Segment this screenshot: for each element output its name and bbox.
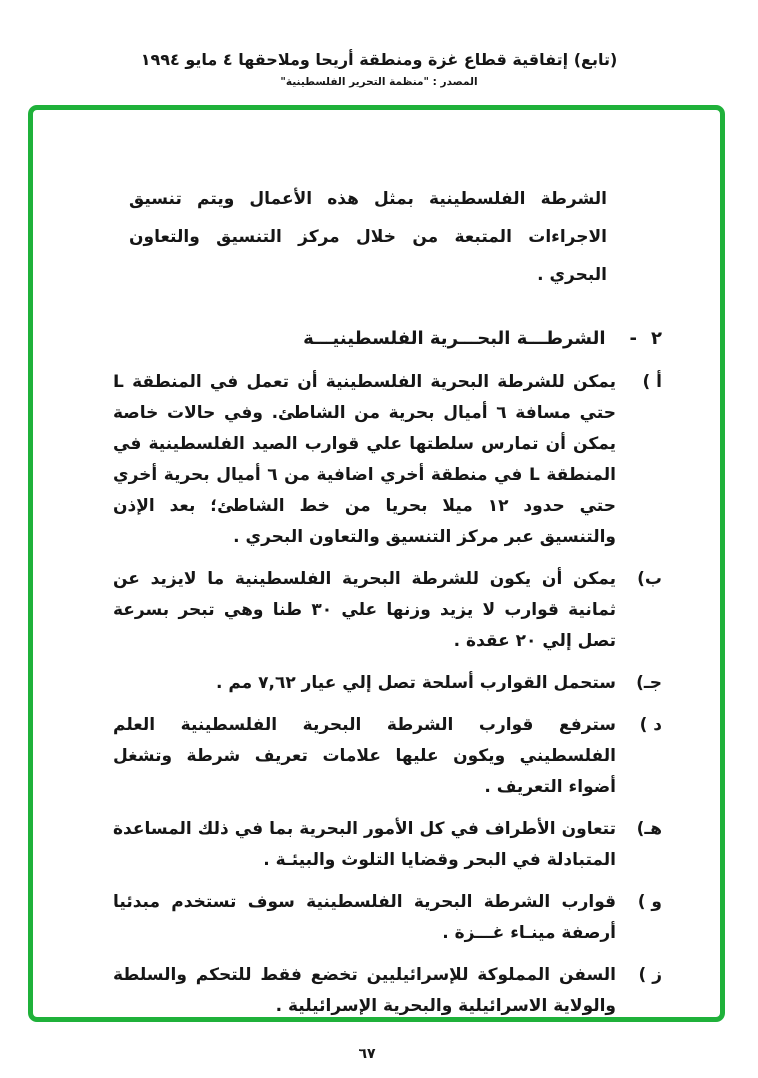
list-item	[103, 814, 662, 876]
list-item	[103, 887, 662, 949]
item-text: يمكن للشرطة البحرية الفلسطينية أن تعمل في المنطقة L حتي مسافة ٦ أميال بحرية من الشاطئ. وفي حالات خاصة يمكن أن تمارس سلطتها علي قوارب الصيد الفلسطينية في المنطقة L في منطقة أخري اضافية من ٦ أميال بحرية أخري حتي حدود ١٢ ميلا بحريا من خط الشاطئ؛ بعد الإذن والتنسيق عبر مركز التنسيق والتعاون البحري .	[113, 372, 616, 547]
document-title: (تابع) إتفاقية قطاع غزة ومنطقة أريحا وملاحقها ٤ مايو ١٩٩٤	[140, 50, 618, 69]
item-marker: هـ)	[636, 819, 662, 839]
item-text: تتعاون الأطراف في كل الأمور البحرية بما في ذلك المساعدة المتبادلة في البحر وقضايا التلوث والبيئـة .	[113, 819, 616, 870]
item-marker: د )	[639, 715, 662, 735]
item-text: سترفع قوارب الشرطة البحرية الفلسطينية العلم الفلسطيني ويكون عليها علامات تعريف شرطة وتشغل أضواء التعريف .	[113, 715, 616, 797]
content-border-box	[28, 105, 725, 1022]
page-header	[0, 50, 758, 88]
section-heading	[103, 328, 662, 349]
item-marker: ب)	[637, 569, 662, 589]
item-marker: ز )	[638, 965, 662, 985]
list-item	[103, 668, 662, 699]
list-item	[103, 960, 662, 1022]
item-text: قوارب الشرطة البحرية الفلسطينية سوف تستخدم مبدئيا أرصفة مينـاء غـــزة .	[113, 892, 616, 943]
section-dash: -	[629, 328, 637, 349]
section-number: ٢	[651, 328, 662, 349]
page-number: ٦٧	[358, 1046, 376, 1062]
document-body	[33, 110, 720, 1022]
item-marker: جـ)	[636, 673, 662, 693]
document-source: المصدر : "منظمة التحرير الفلسطينية"	[280, 76, 478, 88]
item-marker: و )	[637, 892, 662, 912]
list-item	[103, 367, 662, 553]
intro-paragraph: الشرطة الفلسطينية بمثل هذه الأعمال ويتم تنسيق الاجراءات المتبعة من خلال مركز التنسيق والتعاون البحري .	[129, 189, 607, 285]
clause-list	[103, 367, 662, 1022]
list-item	[103, 564, 662, 657]
item-text: ستحمل القوارب أسلحة تصل إلي عيار ٧,٦٢ مم .	[215, 673, 616, 693]
list-item	[103, 710, 662, 803]
section-title: الشرطـــة البحـــرية الفلسطينيـــة	[303, 328, 606, 349]
item-marker: أ )	[642, 372, 662, 392]
item-text: يمكن أن يكون للشرطة البحرية الفلسطينية ما لايزيد عن ثمانية قوارب لا يزيد وزنها علي ٣٠ طنا وهي تبحر بسرعة تصل إلي ٢٠ عقدة .	[113, 569, 616, 651]
page-footer	[0, 1043, 758, 1062]
item-text: السفن المملوكة للإسرائيليين تخضع فقط للتحكم والسلطة والولاية الاسرائيلية والبحرية الإسرائيلية .	[113, 965, 616, 1016]
